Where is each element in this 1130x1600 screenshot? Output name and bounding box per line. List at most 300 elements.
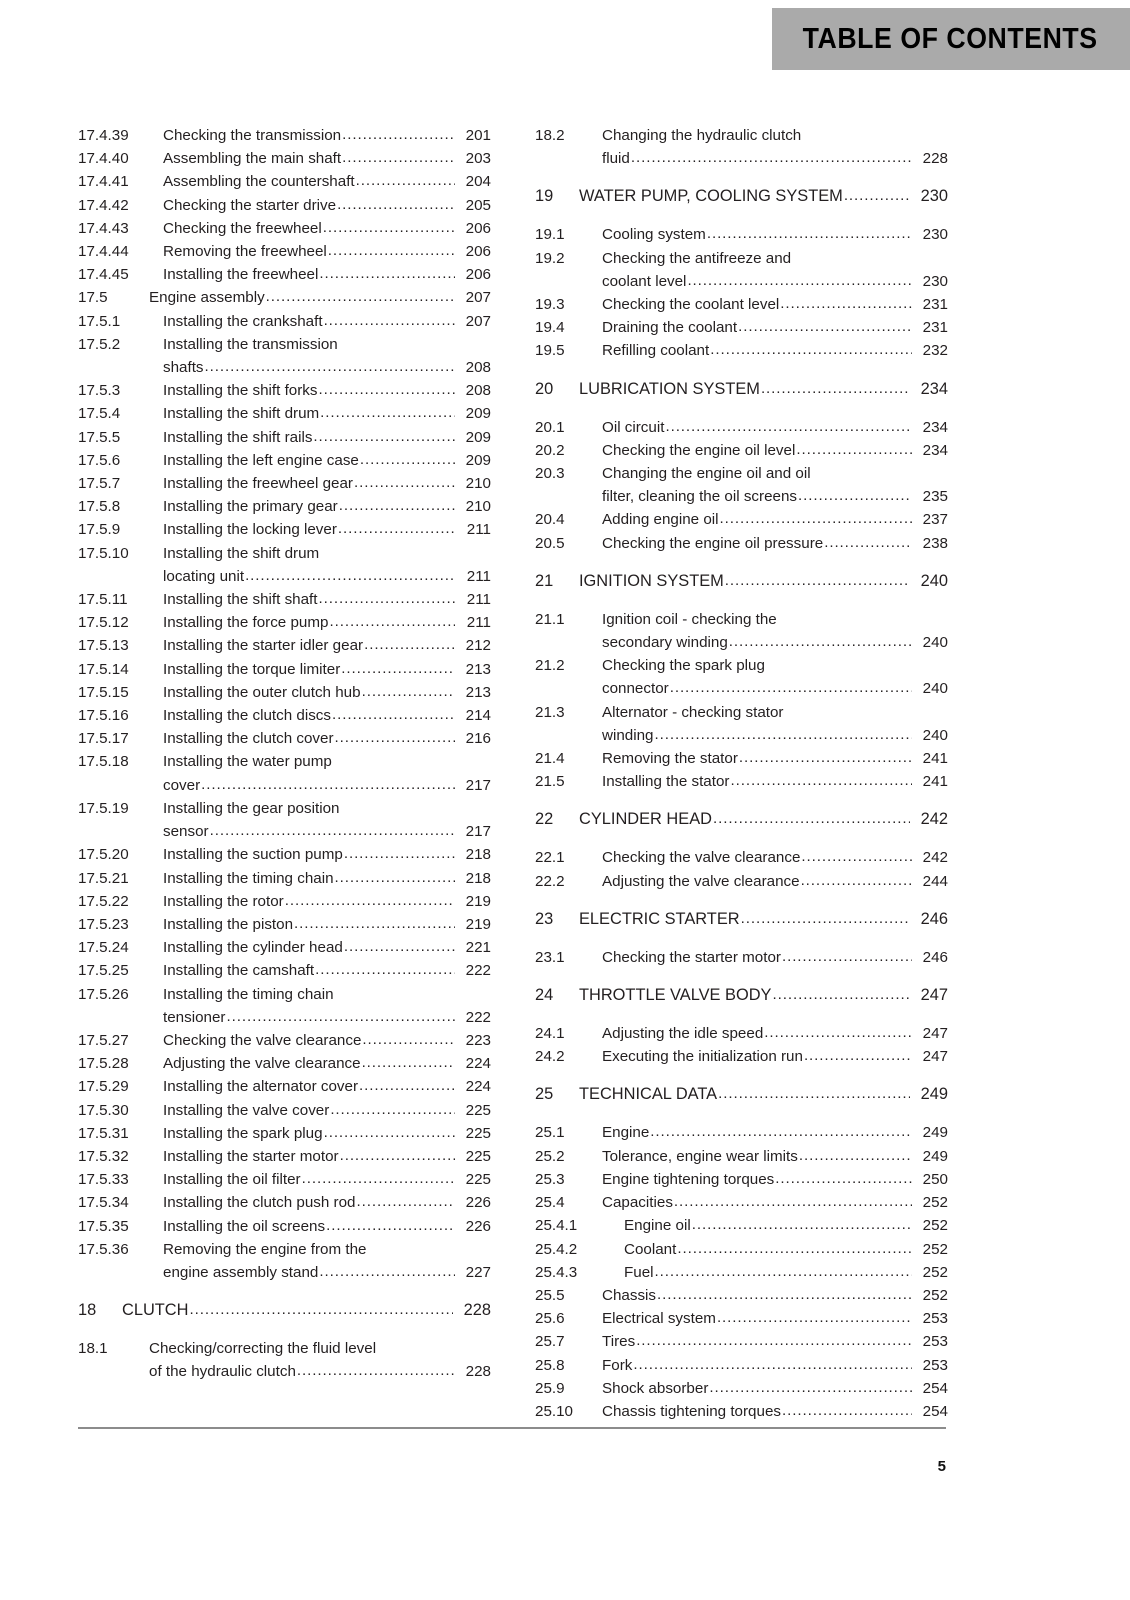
toc-entry-body (602, 247, 948, 293)
toc-entry[interactable] (535, 124, 948, 170)
toc-entry[interactable] (78, 936, 491, 959)
toc-entry-line (579, 907, 948, 932)
toc-entry[interactable] (535, 846, 948, 869)
toc-entry-line (602, 1022, 948, 1045)
toc-leader-dots (674, 1190, 912, 1213)
toc-entry-line (163, 1122, 491, 1145)
toc-chapter-entry[interactable] (535, 184, 948, 209)
toc-leader-dots (713, 806, 910, 831)
toc-entry[interactable] (78, 681, 491, 704)
toc-leader-dots (210, 819, 455, 842)
toc-entry[interactable] (535, 316, 948, 339)
toc-entry[interactable] (535, 439, 948, 462)
toc-leader-dots (319, 262, 455, 285)
toc-page-number: 216 (465, 730, 491, 748)
toc-entry-number: 24.2 (535, 1048, 565, 1066)
toc-entry[interactable] (535, 770, 948, 793)
toc-entry-title: Tires (602, 1333, 636, 1351)
toc-entry-body (579, 907, 948, 932)
toc-entry-number: 25.1 (535, 1124, 565, 1142)
toc-entry-body (163, 1122, 491, 1145)
toc-entry-line (163, 843, 491, 866)
toc-entry-line (163, 449, 491, 472)
toc-chapter-entry[interactable] (535, 1082, 948, 1107)
toc-entry-line (602, 416, 948, 439)
toc-entry-number: 17.4.44 (78, 243, 129, 261)
toc-entry-body (163, 170, 491, 193)
toc-entry-title: Installing the shift rails (163, 428, 313, 446)
toc-entry-title: Installing the camshaft (163, 962, 315, 980)
toc-entry-body (602, 223, 948, 246)
toc-entry-title: Adjusting the valve clearance (163, 1055, 361, 1073)
toc-entry-title: Installing the clutch cover (163, 730, 334, 748)
toc-entry-title: THROTTLE VALVE BODY (579, 986, 772, 1005)
toc-entry[interactable] (535, 462, 948, 508)
toc-entry-line (602, 1377, 948, 1400)
toc-leader-dots (775, 1167, 912, 1190)
toc-entry-line (163, 797, 491, 820)
toc-entry-body (602, 416, 948, 439)
toc-entry[interactable] (535, 870, 948, 893)
toc-entry[interactable] (78, 843, 491, 866)
toc-page-number: 211 (466, 614, 491, 632)
toc-leader-dots (319, 587, 456, 610)
toc-entry[interactable] (535, 416, 948, 439)
toc-entry-line (163, 124, 491, 147)
toc-entry-title: Installing the valve cover (163, 1101, 330, 1119)
toc-entry-title: Installing the timing chain (163, 985, 334, 1003)
toc-entry-line (163, 1006, 491, 1029)
toc-entry[interactable] (78, 1238, 491, 1284)
toc-entry[interactable] (78, 1052, 491, 1075)
toc-leader-dots (344, 842, 455, 865)
toc-leader-dots (359, 1074, 455, 1097)
toc-entry-line (602, 1168, 948, 1191)
toc-entry-title: Installing the shift drum (163, 405, 320, 423)
toc-entry[interactable] (78, 542, 491, 588)
toc-page-number: 207 (465, 289, 491, 307)
toc-entry[interactable] (535, 1022, 948, 1045)
toc-entry-number: 17.5.9 (78, 521, 121, 539)
toc-entry[interactable] (78, 797, 491, 843)
toc-page-number: 253 (922, 1356, 948, 1374)
toc-leader-dots (801, 845, 912, 868)
toc-entry[interactable] (535, 1377, 948, 1400)
toc-entry[interactable] (78, 1168, 491, 1191)
toc-entry-body (163, 402, 491, 425)
toc-entry-line (602, 1121, 948, 1144)
toc-entry[interactable] (535, 946, 948, 969)
toc-entry-title: WATER PUMP, COOLING SYSTEM (579, 187, 843, 206)
toc-entry-title: Checking the freewheel (163, 219, 322, 237)
toc-leader-dots (335, 866, 455, 889)
toc-entry[interactable] (78, 402, 491, 425)
toc-entry-title: CYLINDER HEAD (579, 810, 712, 829)
toc-entry-title: Changing the engine oil and oil (602, 465, 811, 483)
toc-entry-title: Adding engine oil (602, 511, 719, 529)
toc-leader-dots (315, 958, 455, 981)
toc-entry-line (602, 608, 948, 631)
toc-entry[interactable] (535, 1261, 948, 1284)
toc-entry-line (602, 339, 948, 362)
toc-entry-line (163, 658, 491, 681)
toc-page-number: 222 (465, 962, 491, 980)
toc-entry-title: Changing the hydraulic clutch (602, 127, 802, 144)
toc-entry[interactable] (535, 608, 948, 654)
toc-entry-title: coolant level (602, 272, 687, 290)
toc-entry-body (163, 379, 491, 402)
toc-entry[interactable] (78, 1075, 491, 1098)
toc-entry[interactable] (78, 890, 491, 913)
toc-entry[interactable] (78, 1215, 491, 1238)
toc-entry-line (163, 1145, 491, 1168)
toc-entry[interactable] (78, 588, 491, 611)
table-of-contents (78, 124, 948, 1423)
toc-entry[interactable] (78, 983, 491, 1029)
toc-entry[interactable] (535, 654, 948, 700)
toc-entry-line (163, 426, 491, 449)
toc-leader-dots (738, 315, 912, 338)
toc-entry-title: Checking the coolant level (602, 296, 780, 314)
toc-page-number: 209 (465, 428, 491, 446)
toc-entry-number: 22.2 (535, 872, 565, 890)
toc-page-number: 224 (465, 1078, 491, 1096)
toc-entry-number: 25.3 (535, 1170, 565, 1188)
toc-entry-body (602, 339, 948, 362)
toc-leader-dots (335, 726, 455, 749)
toc-entry[interactable] (78, 495, 491, 518)
toc-entry-number: 19.2 (535, 249, 565, 267)
toc-page-number: 217 (465, 776, 491, 794)
toc-entry-number: 17.5.36 (78, 1240, 129, 1258)
toc-page-number: 231 (922, 319, 948, 337)
toc-entry[interactable] (78, 286, 491, 309)
toc-entry-number: 21 (535, 571, 554, 590)
toc-page-number: 230 (920, 187, 948, 206)
toc-entry-line (149, 1360, 491, 1383)
toc-leader-dots (342, 146, 455, 169)
toc-entry[interactable] (78, 611, 491, 634)
toc-entry-title: filter, cleaning the oil screens (602, 488, 798, 506)
toc-leader-dots (201, 773, 455, 796)
toc-entry-body (602, 1022, 948, 1045)
toc-leader-dots (328, 239, 455, 262)
toc-entry-number: 19.5 (535, 342, 565, 360)
toc-entry-line (602, 462, 948, 485)
toc-page-number: 207 (465, 312, 491, 330)
toc-leader-dots (339, 494, 455, 517)
toc-entry-title: Checking the engine oil pressure (602, 534, 824, 552)
toc-entry[interactable] (78, 124, 491, 147)
toc-entry[interactable] (535, 1238, 948, 1261)
toc-entry-number: 19.4 (535, 319, 565, 337)
toc-entry[interactable] (535, 247, 948, 293)
toc-entry-line (602, 1284, 948, 1307)
toc-entry[interactable] (78, 263, 491, 286)
toc-entry-body (602, 1354, 948, 1377)
toc-entry[interactable] (78, 867, 491, 890)
toc-entry-line (163, 727, 491, 750)
toc-leader-dots (739, 746, 912, 769)
toc-entry[interactable] (535, 701, 948, 747)
toc-entry-title: Ignition coil - checking the (602, 610, 777, 628)
toc-leader-dots (677, 1237, 912, 1260)
toc-entry-line (149, 286, 491, 309)
toc-entry-body (602, 124, 948, 170)
toc-leader-dots (323, 216, 455, 239)
toc-entry-line (163, 1075, 491, 1098)
toc-entry-number: 17.5.3 (78, 382, 121, 400)
toc-entry-title: Engine tightening torques (602, 1170, 775, 1188)
toc-entry[interactable] (78, 449, 491, 472)
toc-leader-dots (633, 1353, 912, 1376)
toc-entry-title: Installing the oil screens (163, 1217, 326, 1235)
toc-entry-body (602, 608, 948, 654)
toc-entry-number: 17.5.24 (78, 939, 129, 957)
toc-entry-body (149, 1337, 491, 1383)
toc-entry-title: sensor (163, 823, 209, 841)
toc-entry[interactable] (78, 1145, 491, 1168)
toc-page-number: 246 (922, 948, 948, 966)
toc-entry-number: 17.5.19 (78, 799, 129, 817)
toc-entry-number: 17.5.14 (78, 660, 129, 678)
toc-entry[interactable] (535, 1354, 948, 1377)
toc-chapter-entry[interactable] (535, 983, 948, 1008)
toc-page-number: 242 (920, 810, 948, 829)
toc-chapter-entry[interactable] (78, 1298, 491, 1323)
toc-entry[interactable] (535, 1307, 948, 1330)
toc-entry-number: 19.1 (535, 226, 565, 244)
toc-entry-line (163, 774, 491, 797)
toc-leader-dots (772, 982, 910, 1007)
toc-chapter-entry[interactable] (535, 377, 948, 402)
toc-entry-body (163, 658, 491, 681)
toc-page-number: 224 (465, 1055, 491, 1073)
toc-leader-dots (357, 1190, 456, 1213)
toc-leader-dots (302, 1167, 455, 1190)
toc-entry-title: Coolant (624, 1240, 677, 1258)
table-of-contents-header-band (772, 8, 1130, 70)
toc-entry[interactable] (78, 194, 491, 217)
toc-entry-body (163, 263, 491, 286)
toc-entry-line (602, 846, 948, 869)
toc-leader-dots (245, 564, 455, 587)
toc-entry-line (602, 316, 948, 339)
toc-entry[interactable] (535, 1145, 948, 1168)
toc-leader-dots (801, 869, 912, 892)
toc-leader-dots (362, 1028, 455, 1051)
toc-entry[interactable] (78, 518, 491, 541)
toc-entry-number: 25.6 (535, 1310, 565, 1328)
toc-entry-body (163, 1029, 491, 1052)
toc-entry-line (122, 1298, 491, 1323)
toc-entry[interactable] (535, 293, 948, 316)
toc-entry-line (163, 913, 491, 936)
toc-entry-line (579, 983, 948, 1008)
toc-entry[interactable] (535, 1400, 948, 1423)
toc-entry-title: CLUTCH (122, 1301, 189, 1320)
toc-entry-body (163, 727, 491, 750)
toc-page-number: 249 (920, 1085, 948, 1104)
toc-entry-title: Assembling the main shaft (163, 150, 342, 168)
toc-entry-number: 17.5.18 (78, 753, 129, 771)
toc-entry-title: Installing the torque limiter (163, 660, 341, 678)
toc-entry-body (602, 770, 948, 793)
toc-entry[interactable] (78, 240, 491, 263)
toc-entry[interactable] (78, 1122, 491, 1145)
toc-entry-line (163, 1215, 491, 1238)
toc-entry-title: Draining the coolant (602, 319, 738, 337)
toc-entry-line (163, 356, 491, 379)
toc-entry[interactable] (535, 532, 948, 555)
toc-page-number: 230 (922, 272, 948, 290)
toc-entry-number: 25.4.2 (535, 1240, 578, 1258)
toc-entry[interactable] (78, 147, 491, 170)
toc-leader-dots (364, 633, 455, 656)
toc-page-number: 244 (922, 872, 948, 890)
toc-entry[interactable] (78, 426, 491, 449)
toc-entry-number: 17.5.8 (78, 498, 121, 516)
toc-entry-number: 17.5.4 (78, 405, 121, 423)
toc-entry[interactable] (78, 310, 491, 333)
toc-entry[interactable] (78, 1099, 491, 1122)
toc-entry-body (163, 240, 491, 263)
toc-entry[interactable] (535, 1168, 948, 1191)
toc-entry-line (163, 1029, 491, 1052)
toc-entry-title: Checking the valve clearance (163, 1031, 362, 1049)
toc-entry-title: Installing the clutch discs (163, 707, 331, 725)
toc-entry[interactable] (535, 1191, 948, 1214)
toc-entry-title: Alternator - checking stator (602, 703, 784, 721)
toc-entry[interactable] (535, 1330, 948, 1353)
toc-chapter-entry[interactable] (535, 807, 948, 832)
toc-entry-line (163, 310, 491, 333)
toc-entry-title: Installing the clutch push rod (163, 1194, 356, 1212)
toc-entry[interactable] (78, 658, 491, 681)
toc-leader-dots (329, 610, 455, 633)
toc-entry-title: Installing the starter motor (163, 1147, 339, 1165)
toc-entry-line (602, 770, 948, 793)
toc-entry[interactable] (78, 959, 491, 982)
toc-entry[interactable] (78, 727, 491, 750)
toc-chapter-entry[interactable] (535, 907, 948, 932)
toc-entry-body (602, 439, 948, 462)
toc-entry-number: 17.5.5 (78, 428, 121, 446)
toc-entry-line (602, 147, 948, 170)
toc-entry-title: of the hydraulic clutch (149, 1363, 296, 1381)
toc-entry-body (602, 1330, 948, 1353)
toc-entry-title: Installing the oil filter (163, 1171, 301, 1189)
toc-page-number: 253 (922, 1333, 948, 1351)
toc-entry-title: Installing the outer clutch hub (163, 683, 361, 701)
toc-entry[interactable] (535, 747, 948, 770)
toc-leader-dots (362, 680, 455, 703)
toc-entry-title: Checking the starter drive (163, 196, 337, 214)
toc-entry-number: 17.4.41 (78, 173, 129, 191)
toc-entry[interactable] (78, 1191, 491, 1214)
toc-entry[interactable] (78, 472, 491, 495)
toc-entry[interactable] (78, 379, 491, 402)
toc-leader-dots (717, 1306, 912, 1329)
toc-entry-number: 18.2 (535, 127, 565, 144)
toc-entry[interactable] (535, 339, 948, 362)
toc-entry-title: Fork (602, 1356, 633, 1374)
toc-entry-number: 24 (535, 986, 554, 1005)
toc-entry-number: 17.5.22 (78, 892, 129, 910)
toc-entry-line (579, 569, 948, 594)
toc-entry-line (602, 701, 948, 724)
toc-entry[interactable] (535, 508, 948, 531)
toc-entry-title: connector (602, 680, 669, 698)
toc-entry[interactable] (78, 634, 491, 657)
toc-entry-body (163, 124, 491, 147)
toc-entry[interactable] (535, 1045, 948, 1068)
toc-entry-line (602, 1045, 948, 1068)
toc-entry-body (602, 870, 948, 893)
toc-entry-title: secondary winding (602, 634, 728, 652)
toc-entry-line (602, 247, 948, 270)
toc-leader-dots (707, 222, 912, 245)
toc-entry-body (602, 654, 948, 700)
toc-leader-dots (655, 1260, 912, 1283)
toc-page-number: 211 (466, 521, 491, 539)
toc-leader-dots (636, 1329, 912, 1352)
toc-leader-dots (285, 889, 455, 912)
toc-entry[interactable] (535, 1284, 948, 1307)
toc-entry[interactable] (78, 170, 491, 193)
toc-entry-title: Cooling system (602, 226, 706, 244)
toc-entry[interactable] (78, 913, 491, 936)
toc-page-number: 225 (465, 1147, 491, 1165)
toc-page-number: 211 (466, 567, 491, 585)
toc-entry[interactable] (78, 217, 491, 240)
toc-entry[interactable] (535, 1121, 948, 1144)
toc-entry-line (579, 184, 948, 209)
toc-entry-title: LUBRICATION SYSTEM (579, 379, 760, 398)
toc-entry[interactable] (78, 750, 491, 796)
toc-leader-dots (709, 1376, 912, 1399)
toc-entry-line (602, 1238, 948, 1261)
toc-page-number: 249 (922, 1124, 948, 1142)
toc-entry[interactable] (78, 333, 491, 379)
toc-entry-title: Installing the freewheel gear (163, 475, 353, 493)
toc-entry-body (579, 807, 948, 832)
toc-entry-title: Installing the shift forks (163, 382, 318, 400)
toc-entry[interactable] (78, 1337, 491, 1383)
toc-entry-number: 17.5.21 (78, 869, 129, 887)
toc-leader-dots (324, 309, 455, 332)
toc-entry-body (602, 1284, 948, 1307)
toc-entry-title: Removing the stator (602, 750, 738, 768)
toc-entry[interactable] (78, 1029, 491, 1052)
toc-entry[interactable] (535, 1214, 948, 1237)
toc-entry-body (602, 946, 948, 969)
toc-entry[interactable] (78, 704, 491, 727)
toc-chapter-entry[interactable] (535, 569, 948, 594)
toc-entry-body (163, 1215, 491, 1238)
toc-entry-line (163, 936, 491, 959)
toc-entry-title: Installing the piston (163, 915, 294, 933)
toc-leader-dots (338, 517, 455, 540)
toc-entry-number: 17.4.43 (78, 219, 129, 237)
toc-page-number: 241 (922, 773, 948, 791)
toc-entry-line (602, 724, 948, 747)
toc-entry-body (163, 217, 491, 240)
toc-entry-number: 17.5.30 (78, 1101, 129, 1119)
toc-entry-title: Checking the engine oil level (602, 441, 796, 459)
toc-entry-title: Installing the spark plug (163, 1124, 323, 1142)
toc-entry[interactable] (535, 223, 948, 246)
